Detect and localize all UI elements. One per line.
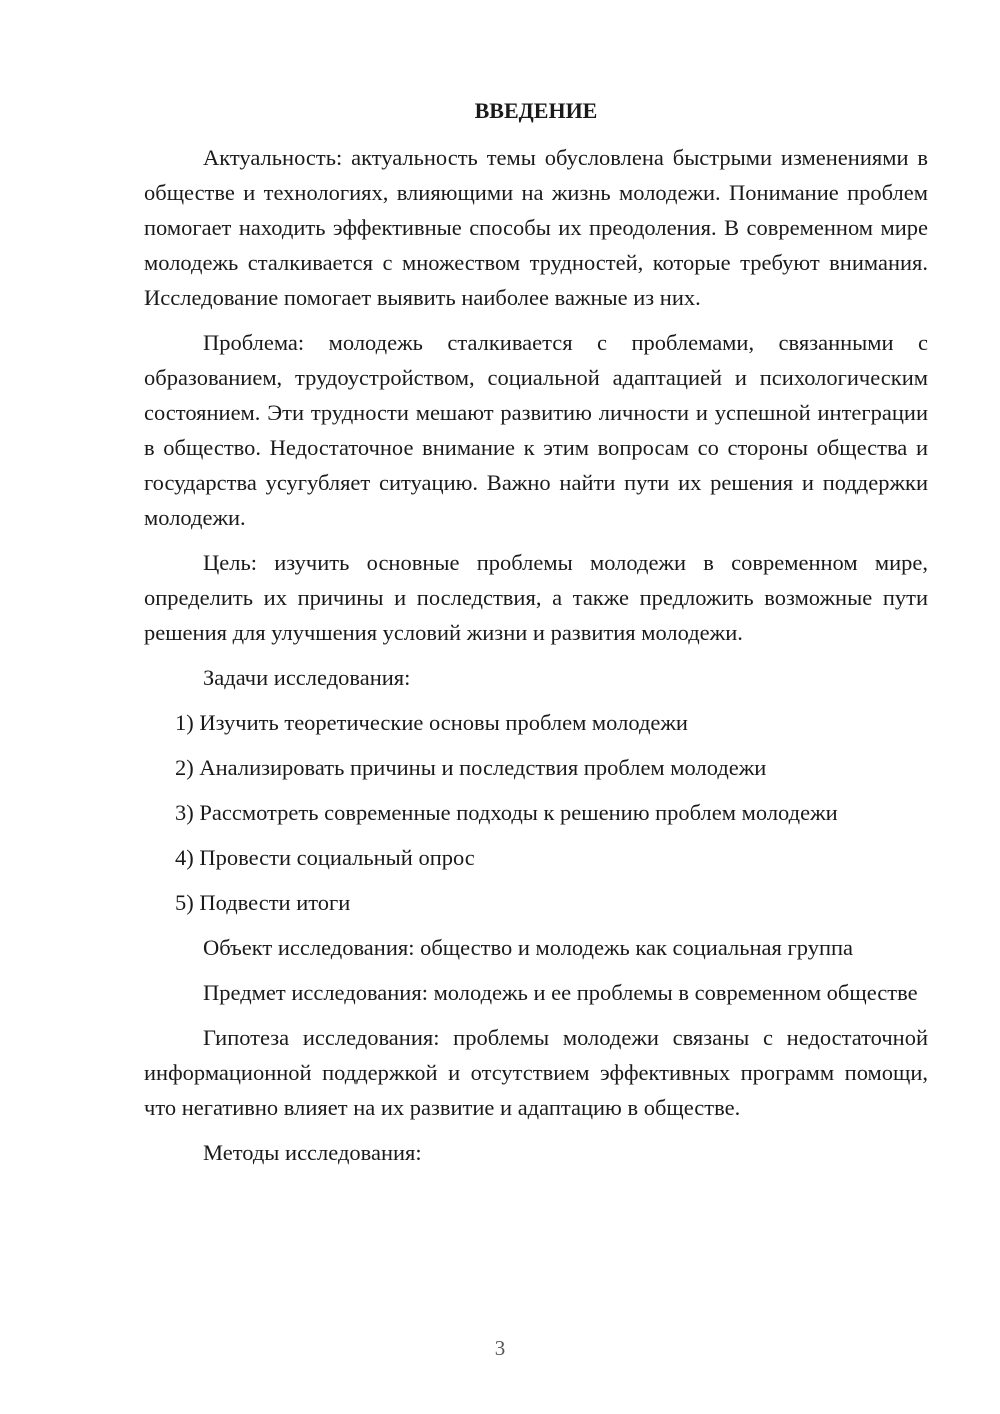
relevance-paragraph: Актуальность: актуальность темы обусловлена быстрыми изменениями в обществе и технологиях, влияющими на жизнь молодежи. Понимание проблем помогает находить эффективные способы их преодоления. В современном мире молодежь сталкивается с множеством трудностей, которые требуют внимания. Исследование помогает выявить наиболее важные из них. [144, 145, 928, 310]
goal-paragraph: Цель: изучить основные проблемы молодежи в современном мире, определить их причины и последствия, а также предложить возможные пути решения для улучшения условий жизни и развития молодежи. [144, 550, 928, 645]
task-item: 5) Подвести итоги [175, 890, 351, 915]
task-item: 3) Рассмотреть современные подходы к решению проблем молодежи [175, 800, 838, 825]
problem-paragraph: Проблема: молодежь сталкивается с проблемами, связанными с образованием, трудоустройством, социальной адаптацией и психологическим состоянием. Эти трудности мешают развитию личности и успешной интеграции в общество. Недостаточное внимание к этим вопросам со стороны общества и государства усугубляет ситуацию. Важно найти пути их решения и поддержки молодежи. [144, 330, 928, 530]
task-item: 4) Провести социальный опрос [175, 845, 475, 870]
hypothesis-paragraph: Гипотеза исследования: проблемы молодежи связаны с недостаточной информационной поддержкой и отсутствием эффективных программ помощи, что негативно влияет на их развитие и адаптацию в обществе. [144, 1025, 928, 1120]
methods-heading: Методы исследования: [203, 1140, 422, 1165]
page-content [144, 96, 928, 1180]
task-item: 2) Анализировать причины и последствия проблем молодежи [175, 755, 767, 780]
subject-paragraph: Предмет исследования: молодежь и ее проблемы в современном обществе [203, 980, 918, 1005]
object-line: Объект исследования: общество и молодежь как социальная группа [203, 935, 854, 960]
tasks-heading: Задачи исследования: [203, 665, 411, 690]
page-number: 3 [494, 1336, 506, 1360]
task-item: 1) Изучить теоретические основы проблем молодежи [175, 710, 688, 735]
page-title: ВВЕДЕНИЕ [474, 98, 598, 123]
